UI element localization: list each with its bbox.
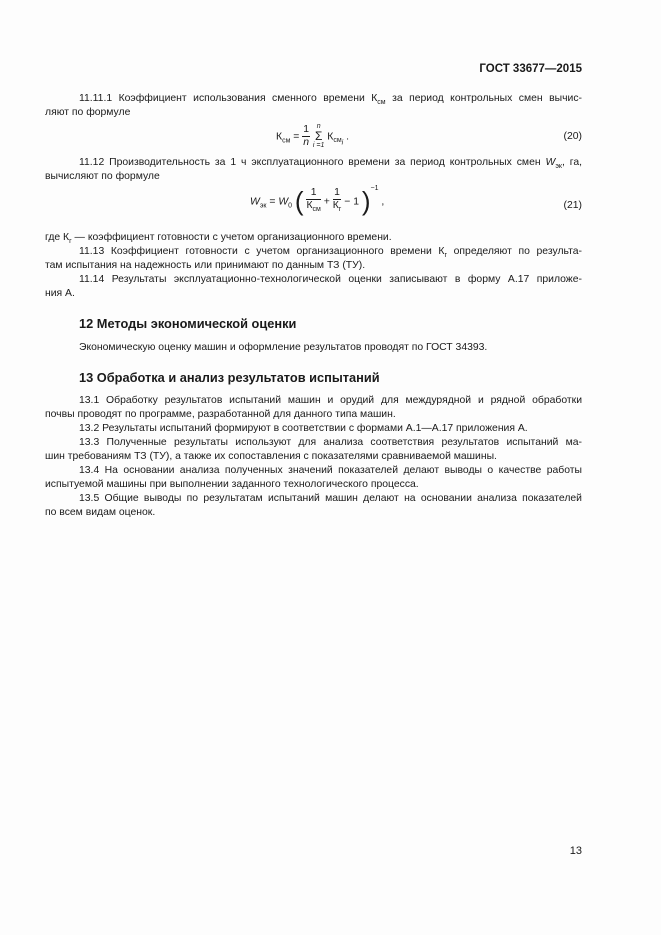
formula-end: .: [346, 131, 349, 143]
formula-k: К: [327, 131, 334, 143]
section-12-text: Экономическую оценку машин и оформление результатов проводят по ГОСТ 34393.: [79, 342, 488, 353]
paragraph-13-1-line1: 13.1 Обработку результатов испытаний машин и орудий для междурядной и рядной обработки: [79, 395, 582, 406]
exponent: −1: [370, 184, 379, 192]
fraction-1: [306, 187, 320, 216]
plus: +: [323, 196, 330, 208]
numerator: 1: [303, 124, 310, 135]
numerator: 1: [334, 186, 340, 198]
sum-top: n: [316, 123, 321, 130]
paragraph-13-2: 13.2 Результаты испытаний формируют в соответствии с формами А.1—А.17 приложения А.: [79, 423, 528, 434]
denominator: [333, 200, 342, 216]
equation-number-20: (20): [563, 131, 582, 142]
numerator: 1: [306, 187, 320, 200]
paragraph-13-4-line2: испытуемой машины при выполнении заданного технологического процесса.: [45, 479, 419, 490]
paragraph-11-14-line2: ния А.: [45, 288, 75, 299]
formula-20: [276, 123, 349, 150]
minus-one: − 1: [344, 196, 359, 208]
symbol-w: W: [545, 157, 556, 168]
formula-end: ,: [381, 196, 385, 208]
subscript: эк: [555, 163, 562, 171]
formula-eq: =: [269, 196, 276, 208]
text: 11.13 Коэффициент готовности с учетом организационного времени К: [79, 246, 445, 257]
text: 11.12 Производительность за 1 ч эксплуатационного времени за период контрольных смен: [79, 157, 546, 168]
text: за период контрольных смен вычис-: [385, 93, 582, 104]
document-code-header: ГОСТ 33677—2015: [479, 63, 582, 75]
k: К: [306, 199, 313, 211]
text: , га,: [561, 157, 582, 168]
paragraph-11-11-1-line2: ляют по формуле: [45, 107, 131, 118]
denominator: n: [303, 137, 310, 148]
formula-lhs: К: [276, 131, 283, 143]
text: — коэффициент готовности с учетом организационного времени.: [71, 232, 392, 243]
subscript: г: [444, 252, 448, 260]
formula-k-subsub: i: [341, 139, 344, 147]
section-13-heading: 13 Обработка и анализ результатов испытаний: [79, 370, 380, 385]
sum-operator: [313, 123, 324, 150]
paragraph-13-5-line2: по всем видам оценок.: [45, 507, 156, 518]
sum-sign: Σ: [314, 129, 323, 143]
k: К: [332, 199, 339, 211]
paragraph-13-4-line1: 13.4 На основании анализа полученных значений показателей делают выводы о качестве работы: [79, 465, 582, 476]
paragraph-11-14-line1: 11.14 Результаты эксплуатационно-технологической оценки записывают в форму А.17 приложе-: [79, 274, 582, 285]
subscript: г: [69, 238, 72, 246]
formula-lhs-sub: см: [282, 137, 291, 145]
section-12-heading: 12 Методы экономической оценки: [79, 316, 297, 331]
formula-21: [250, 186, 384, 217]
text: 11.11.1 Коэффициент использования сменного времени К: [79, 93, 378, 104]
fraction: [302, 124, 310, 149]
fraction-2: [333, 187, 342, 216]
paragraph-11-12-line2: вычисляют по формуле: [45, 171, 160, 182]
paragraph-13-5-line1: 13.5 Общие выводы по результатам испытаний машин делают на основании анализа показателей: [79, 493, 582, 504]
formula-lhs-sub: эк: [259, 202, 267, 210]
right-paren: ): [361, 186, 371, 216]
sum-bottom: i =1: [312, 142, 325, 149]
k-sub: г: [338, 206, 342, 214]
text: где К: [45, 232, 70, 243]
paragraph-13-1-line2: почвы проводят по программе, разработанной для данного типа машин.: [45, 409, 396, 420]
formula-k-sub: см: [333, 137, 342, 145]
paragraph-13-3-line2: шин требованиям ТЗ (ТУ), а также их сопоставления с показателями сравниваемой машины.: [45, 451, 497, 462]
paragraph-11-13-line2: там испытания на надежность или принимают по данным ТЗ (ТУ).: [45, 260, 366, 271]
equation-number-21: (21): [563, 200, 582, 211]
formula-w0: W: [278, 196, 289, 208]
text: определяют по результа-: [447, 246, 582, 257]
left-paren: (: [294, 186, 304, 216]
formula-w0-sub: 0: [288, 202, 293, 210]
k-sub: см: [312, 206, 321, 214]
denominator: [306, 200, 320, 216]
formula-lhs: W: [250, 196, 260, 208]
formula-eq: =: [293, 131, 300, 143]
page-number: 13: [569, 845, 582, 857]
paragraph-13-3-line1: 13.3 Полученные результаты используют для анализа соответствия результатов испытаний ма-: [79, 437, 582, 448]
subscript: см: [377, 99, 386, 107]
paragraph-11-11-1-line1: [79, 92, 582, 110]
